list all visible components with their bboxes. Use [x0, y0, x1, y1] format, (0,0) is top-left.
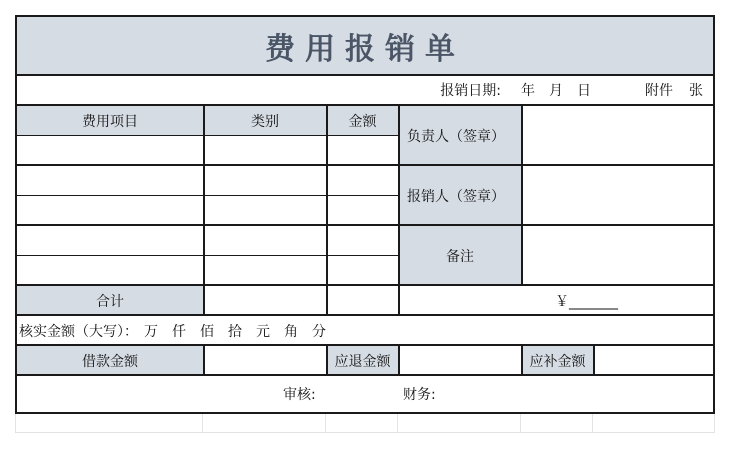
expense-item-cell[interactable] [17, 226, 203, 255]
owner-signature-label: 负责人（签章） [407, 128, 505, 145]
border-line [17, 314, 713, 316]
border-line [593, 345, 595, 375]
sheet-gridline [592, 414, 593, 432]
total-category-cell[interactable] [204, 286, 326, 315]
border-line [326, 105, 328, 315]
sheet-gridline [325, 414, 326, 432]
date-row [17, 75, 713, 105]
border-line [17, 104, 713, 106]
supplement-amount-label-cell [522, 346, 593, 375]
expense-item-cell[interactable] [17, 256, 203, 285]
border-line [326, 345, 328, 375]
verified-amount-row[interactable] [17, 316, 713, 345]
verified-amount-units: 万 仟 佰 拾 元 角 分 [144, 323, 326, 340]
borrow-amount-label-cell [17, 346, 203, 375]
sheet-gridline [397, 414, 398, 432]
form-title-band [17, 17, 713, 75]
border-line [17, 135, 399, 136]
date-label: 报销日期: [440, 83, 501, 99]
total-label-cell [17, 286, 203, 315]
applicant-signature-cell[interactable] [522, 166, 713, 225]
remark-cell[interactable] [522, 226, 713, 285]
border-line [17, 164, 713, 166]
attachment-label: 附件 [645, 83, 673, 99]
border-line [17, 195, 399, 196]
expense-reimbursement-form [15, 15, 715, 414]
border-line [17, 284, 713, 286]
border-line [398, 345, 400, 375]
border-line [398, 105, 400, 315]
day-label: 日 [577, 83, 591, 99]
border-line [17, 374, 713, 376]
audit-signature-cell[interactable] [327, 376, 397, 412]
total-currency-cell[interactable] [399, 286, 713, 315]
expense-item-cell[interactable] [17, 136, 203, 165]
column-header-item [17, 106, 203, 135]
border-line [17, 344, 713, 346]
border-line [203, 105, 205, 315]
total-currency-value: ￥_______ [555, 293, 618, 310]
column-header-category [204, 106, 326, 135]
borrow-amount-label: 借款金额 [82, 353, 138, 370]
sheet-gridline [714, 414, 715, 432]
applicant-signature-label-cell [399, 166, 521, 225]
owner-signature-label-cell [399, 106, 521, 165]
border-line [17, 224, 713, 226]
column-header-category-label: 类别 [251, 113, 279, 130]
remark-label-cell [399, 226, 521, 285]
sheet-gridline [15, 432, 715, 433]
refund-amount-label: 应退金额 [334, 353, 391, 370]
refund-amount-cell[interactable] [399, 346, 521, 375]
supplement-amount-label: 应补金额 [529, 353, 586, 370]
year-label: 年 [521, 83, 535, 99]
finance-label: 财务: [403, 387, 436, 403]
remark-label: 备注 [446, 248, 474, 265]
audit-label: 审核: [283, 387, 316, 403]
border-line [521, 345, 523, 375]
owner-signature-cell[interactable] [522, 106, 713, 165]
sheet-gridline [520, 414, 521, 432]
month-label: 月 [549, 83, 563, 99]
sheet-gridline [15, 414, 16, 432]
border-line [203, 345, 205, 375]
borrow-amount-cell[interactable] [204, 346, 326, 375]
sheet-gridline [202, 414, 203, 432]
border-line [521, 105, 523, 285]
total-amount-cell[interactable] [327, 286, 398, 315]
column-header-item-label: 费用项目 [82, 113, 138, 130]
expense-item-cell[interactable] [17, 166, 203, 195]
verified-amount-label: 核实金额（大写）： [19, 323, 138, 340]
column-header-amount-label: 金额 [348, 113, 377, 130]
column-header-amount [327, 106, 398, 135]
attachment-unit-label: 张 [689, 83, 703, 99]
border-line [17, 74, 713, 76]
supplement-amount-cell[interactable] [594, 346, 713, 375]
border-line [17, 255, 399, 256]
total-label: 合计 [96, 293, 124, 310]
finance-signature-cell[interactable] [447, 376, 567, 412]
expense-item-cell[interactable] [17, 196, 203, 225]
form-title: 费用报销单 [265, 32, 465, 67]
refund-amount-label-cell [327, 346, 398, 375]
applicant-signature-label: 报销人（签章） [407, 188, 505, 205]
